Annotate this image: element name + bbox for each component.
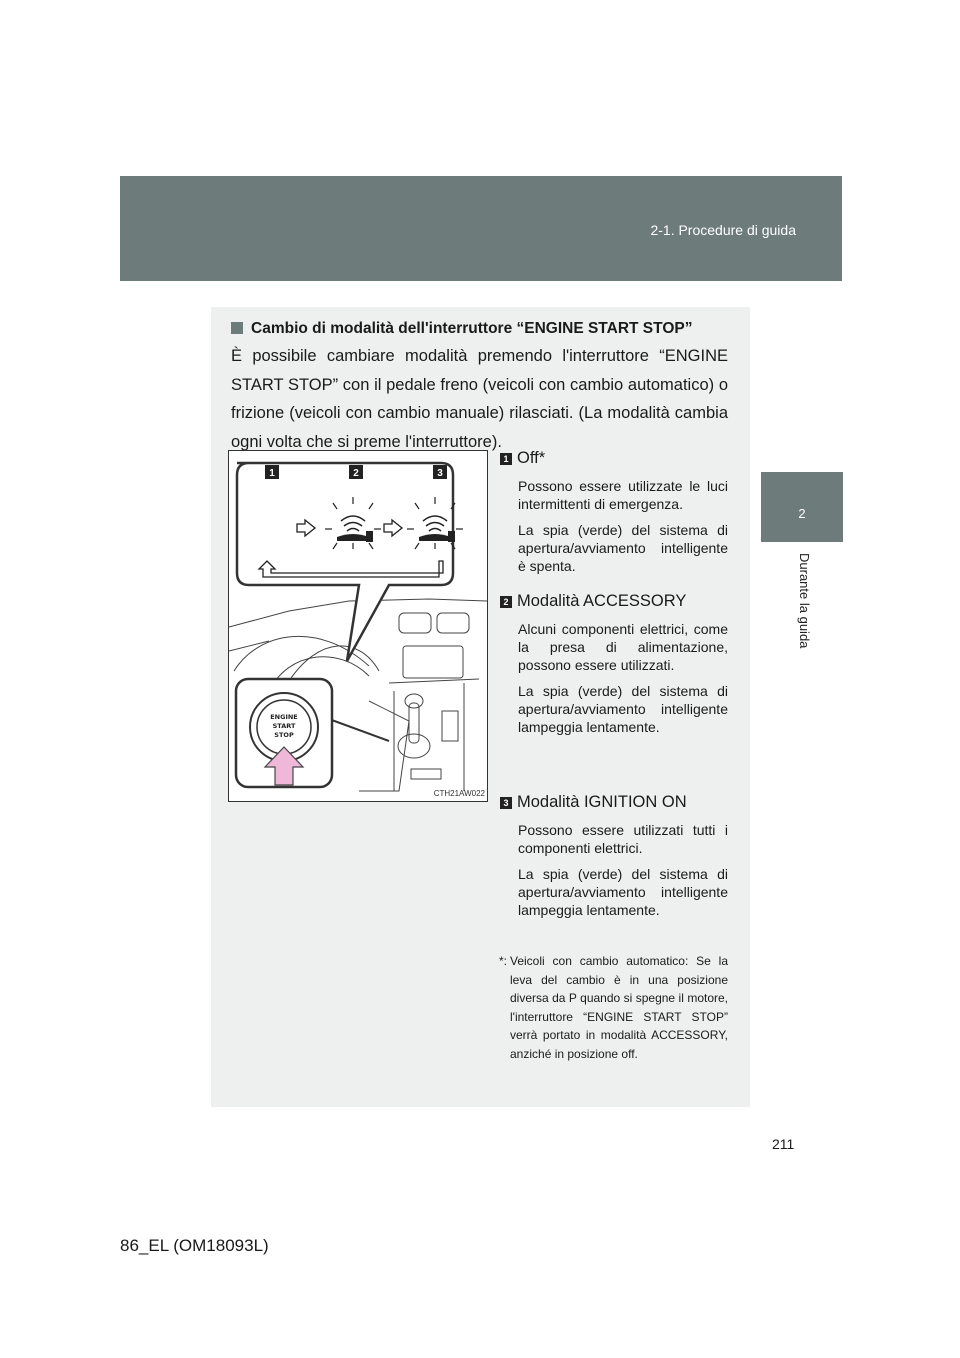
content-box	[211, 307, 750, 1107]
mode-title	[500, 590, 730, 612]
mode-title	[500, 791, 730, 813]
engine-button-label-line3: STOP	[274, 731, 294, 739]
number-badge-icon: 2	[500, 596, 512, 608]
footnote-mark: *:	[499, 954, 508, 968]
figure-label-3: 3	[437, 468, 443, 479]
figure-label-2: 2	[353, 468, 359, 479]
breadcrumb: 2-1. Procedure di guida	[650, 222, 796, 238]
mode-title-text: Modalità ACCESSORY	[517, 592, 687, 610]
number-badge-icon: 1	[500, 453, 512, 465]
figure-code: CTH21AW022	[433, 789, 485, 798]
figure-label-1: 1	[269, 468, 275, 479]
square-bullet-icon	[231, 322, 243, 334]
mode-title	[500, 447, 730, 469]
intro-paragraph: È possibile cambiare modalità premendo l'interruttore “ENGINE START STOP” con il pedale freno (veicoli con cambio automatico) o frizione (veicoli con cambio manuale) rilasciati. (La modalità cambia ogni volta che si preme l'interruttore).	[231, 347, 728, 451]
section-heading-text: Cambio di modalità dell'interruttore “ENGINE START STOP”	[251, 320, 693, 337]
chapter-tab	[761, 472, 843, 542]
header-band	[120, 176, 842, 281]
mode-description: La spia (verde) del sistema di apertura/avviamento intelligente lampeggia lentamente.	[518, 866, 728, 918]
number-badge-icon: 3	[500, 797, 512, 809]
chapter-title-text: Durante la guida	[797, 553, 812, 649]
mode-description: Possono essere utilizzate le luci intermittenti di emergenza.	[518, 478, 728, 512]
mode-item-ignition-on	[500, 791, 730, 919]
mode-description: La spia (verde) del sistema di apertura/avviamento intelligente è spenta.	[518, 522, 728, 574]
footnote-text: Veicoli con cambio automatico: Se la leva del cambio è in una posizione diversa da P quando si spegne il motore, l'interruttore “ENGINE START STOP” verrà portato in modalità ACCESSORY, anziché in posizione off.	[510, 954, 728, 1061]
mode-item-off	[500, 447, 730, 575]
mode-description: Alcuni componenti elettrici, come la presa di alimentazione, possono essere utilizzati.	[518, 621, 728, 673]
page-number: 211	[772, 1136, 795, 1152]
document-code: 86_EL (OM18093L)	[120, 1236, 269, 1255]
engine-button-label-line1: ENGINE	[270, 713, 298, 721]
mode-title-text: Modalità IGNITION ON	[517, 793, 687, 811]
chapter-number: 2	[798, 506, 806, 521]
dashboard-illustration	[229, 451, 487, 801]
mode-title-text: Off*	[517, 449, 546, 467]
chapter-title	[770, 553, 834, 693]
section-heading	[231, 320, 741, 338]
engine-button-label-line2: START	[272, 722, 296, 730]
mode-description: La spia (verde) del sistema di apertura/avviamento intelligente lampeggia lentamente.	[518, 683, 728, 735]
mode-description: Possono essere utilizzati tutti i componenti elettrici.	[518, 822, 728, 856]
footnote	[499, 952, 728, 1063]
figure-illustration	[228, 450, 488, 802]
mode-item-accessory	[500, 590, 730, 736]
